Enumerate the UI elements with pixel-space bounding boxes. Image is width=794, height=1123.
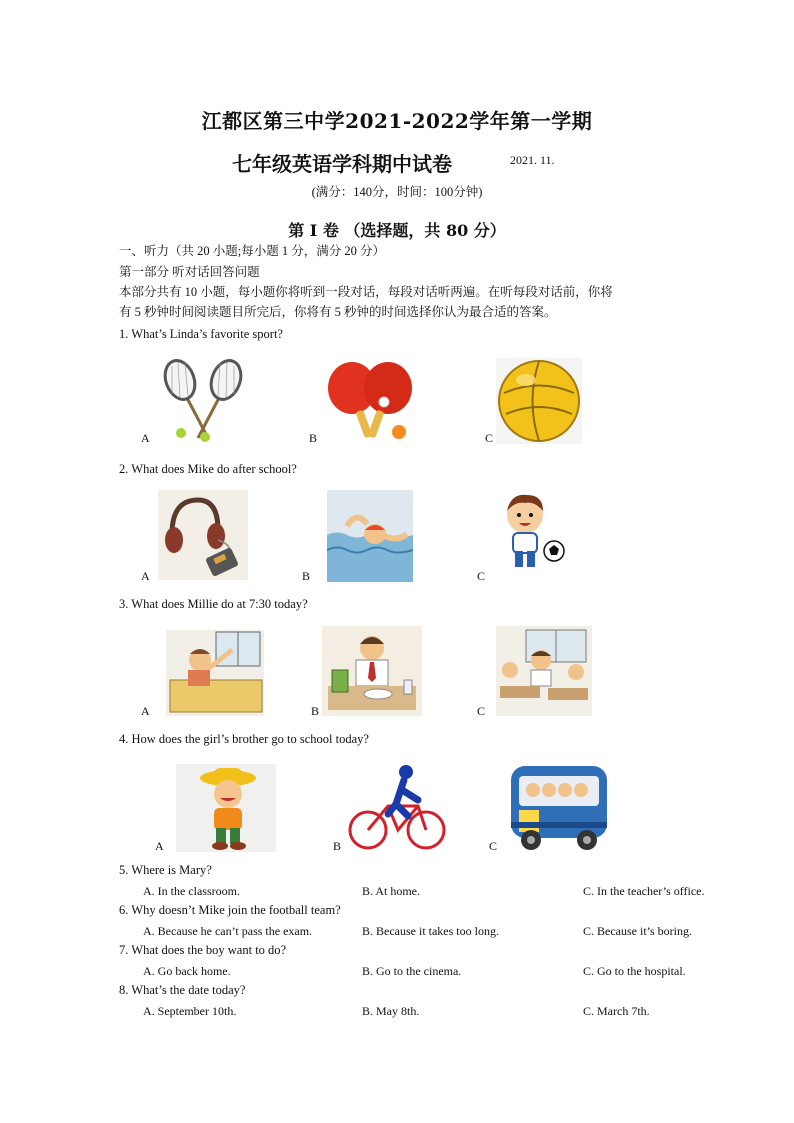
q5-option-b[interactable]: B. At home. xyxy=(362,884,421,898)
q4-label-a: A xyxy=(155,839,164,853)
q3-label-c: C xyxy=(477,704,486,718)
q6-option-b[interactable]: B. Because it takes too long. xyxy=(362,924,499,938)
getting-up-bed-icon xyxy=(166,630,264,716)
instruction-line-2: 有 5 秒钟时间阅读题目所完后，你将有 5 秒钟的时间选择你认为最合适的答案。 xyxy=(119,305,557,319)
question-1: 1. What’s Linda’s favorite sport? xyxy=(119,327,283,341)
question-6: 6. Why doesn’t Mike join the football team? xyxy=(119,903,341,917)
ping-pong-paddles-icon xyxy=(326,360,416,446)
eating-breakfast-icon xyxy=(322,626,422,716)
q8-option-c[interactable]: C. March 7th. xyxy=(583,1004,650,1018)
part1-title: 第一部分 听对话回答问题 xyxy=(119,265,260,279)
score-info: (满分：140分，时间：100分钟) xyxy=(311,185,483,199)
q1-label-b: B xyxy=(309,431,318,445)
q1-label-a: A xyxy=(141,431,150,445)
q7-option-a[interactable]: A. Go back home. xyxy=(143,964,231,978)
exam-title: 江都区第三中学2021-2022学年第一学期 xyxy=(201,109,593,133)
q2-label-a: A xyxy=(141,569,150,583)
tennis-rackets-icon xyxy=(158,358,248,444)
q3-label-a: A xyxy=(141,704,150,718)
q6-option-c[interactable]: C. Because it’s boring. xyxy=(583,924,692,938)
q2-label-c: C xyxy=(477,569,486,583)
q5-option-a[interactable]: A. In the classroom. xyxy=(143,884,240,898)
instruction-line-1: 本部分共有 10 小题，每小题你将听到一段对话，每段对话听两遍。在听每段对话前，你将 xyxy=(119,285,613,299)
question-7: 7. What does the boy want to do? xyxy=(119,943,287,957)
q4-label-b: B xyxy=(333,839,342,853)
question-3: 3. What does Millie do at 7:30 today? xyxy=(119,597,308,611)
listening-heading: 一、听力（共 20 小题;每小题 1 分，满分 20 分） xyxy=(119,244,385,258)
q6-option-a[interactable]: A. Because he can’t pass the exam. xyxy=(143,924,313,938)
q8-option-a[interactable]: A. September 10th. xyxy=(143,1004,237,1018)
question-8: 8. What’s the date today? xyxy=(119,983,246,997)
volleyball-icon xyxy=(496,358,582,444)
q7-option-c[interactable]: C. Go to the hospital. xyxy=(583,964,686,978)
exam-subtitle: 七年级英语学科期中试卷 xyxy=(232,152,452,176)
walking-boy-icon xyxy=(176,764,276,852)
exam-date: 2021. 11. xyxy=(510,153,555,167)
swimmer-icon xyxy=(327,490,413,582)
classroom-students-icon xyxy=(496,626,592,716)
cyclist-icon xyxy=(348,764,448,854)
boy-playing-football-icon xyxy=(491,489,571,579)
question-2: 2. What does Mike do after school? xyxy=(119,462,297,476)
question-4: 4. How does the girl’s brother go to school today? xyxy=(119,732,369,746)
q1-label-c: C xyxy=(485,431,494,445)
q3-label-b: B xyxy=(311,704,320,718)
q8-option-b[interactable]: B. May 8th. xyxy=(362,1004,420,1018)
q5-option-c[interactable]: C. In the teacher’s office. xyxy=(583,884,705,898)
headphones-music-player-icon xyxy=(158,490,248,580)
question-5: 5. Where is Mary? xyxy=(119,863,212,877)
q4-label-c: C xyxy=(489,839,498,853)
q7-option-b[interactable]: B. Go to the cinema. xyxy=(362,964,462,978)
bus-icon xyxy=(507,760,611,854)
section-title: 第 I 卷 （选择题，共 80 分） xyxy=(288,221,506,240)
q2-label-b: B xyxy=(302,569,311,583)
